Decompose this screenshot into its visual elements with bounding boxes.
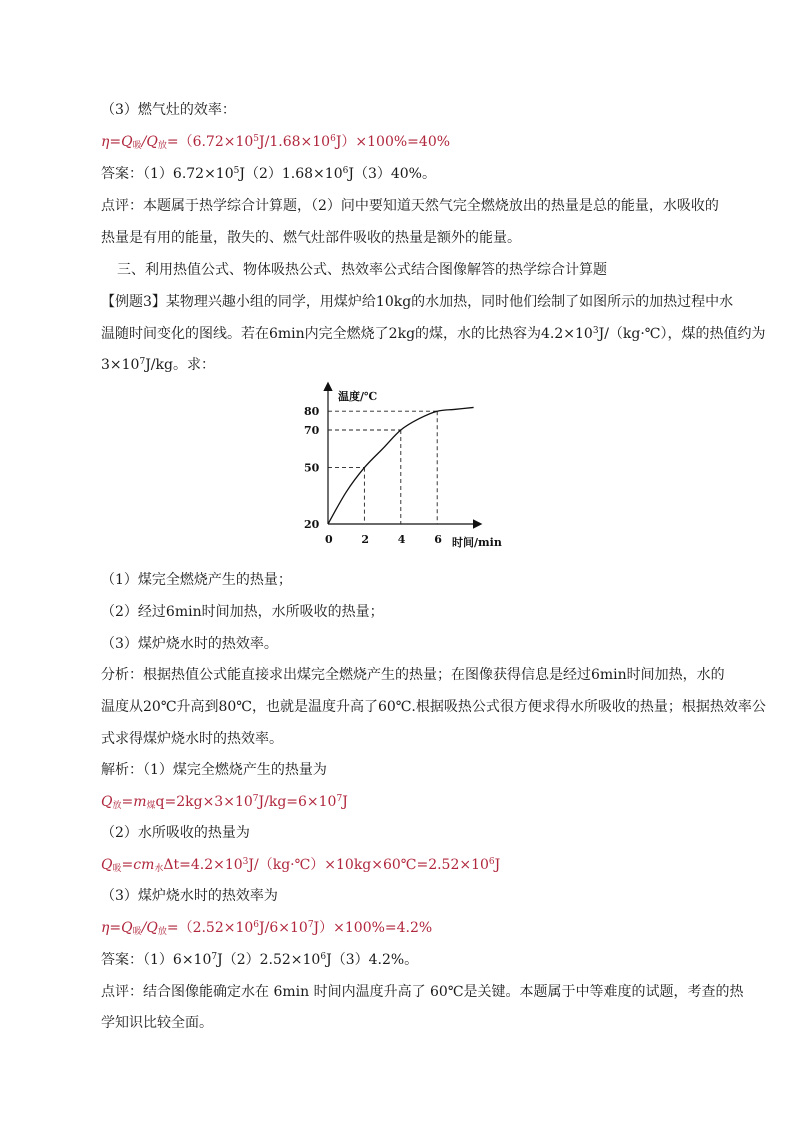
solution-formula-3: $\eta=Q_吸/Q_放=(2.52\times 10^6J/6\times 10^7J)\times 100\%=4.2\%$: [101, 920, 433, 937]
example-3-line-a: 【例题3】某物理兴趣小组的同学，用煤炉给10kg的水加热，同时他们绘制了如图所示的加热过程中水: [101, 294, 734, 310]
efficiency-heading: （3）燃气灶的效率：: [101, 102, 236, 118]
question-3: （3）煤炉烧水时的热效率。: [101, 636, 278, 652]
x-axis-label: 时间/min: [452, 536, 502, 549]
x-tick-2: 2: [361, 533, 370, 546]
comment-line-1b: 热量是有用的能量，散失的、燃气灶部件吸收的热量是额外的能量。: [101, 230, 521, 246]
temperature-time-chart: [296, 378, 508, 550]
x-tick-0: 0: [325, 533, 333, 546]
solution-step-1: 解析：（1）煤完全燃烧产生的热量为: [101, 762, 327, 778]
y-tick-80: 80: [304, 405, 320, 419]
guide-lines: [328, 411, 437, 524]
x-tick-labels: [325, 533, 442, 546]
comment-line-2b: 学知识比较全面。: [101, 1015, 213, 1031]
chart-svg: [296, 378, 508, 550]
y-tick-labels: [304, 405, 320, 531]
y-axis-label: 温度/℃: [338, 390, 378, 403]
solution-step-3: （3）煤炉烧水时的热效率为: [101, 888, 278, 904]
analysis-line-c: 式求得煤炉烧水时的热效率。: [101, 731, 283, 747]
question-2: （2）经过6min时间加热，水所吸收的热量；: [101, 604, 384, 620]
answer-line-1: 答案：$(1)6.72\times 10^5J(2)1.68\times 10^6J(3)40\%$。: [101, 166, 436, 182]
y-tick-50: 50: [304, 461, 320, 475]
section-heading-3: 三、利用热值公式、物体吸热公式、热效率公式结合图像解答的热学综合计算题: [117, 262, 607, 278]
x-tick-4: 4: [397, 533, 406, 546]
comment-line-2a: 点评：结合图像能确定水在 6min 时间内温度升高了 60℃是关键。本题属于中等难度的试题，考查的热: [101, 984, 744, 1000]
solution-step-2: （2）水所吸收的热量为: [101, 825, 250, 841]
example-3-line-b: 温随时间变化的图线。若在6min内完全燃烧了2kg的煤，水的比热容为$4.2\times 10^3J/(kg\cdot℃)$，煤的热值约为: [101, 326, 766, 342]
analysis-line-a: 分析：根据热值公式能直接求出煤完全燃烧产生的热量；在图像获得信息是经过6min时间加热，水的: [101, 667, 725, 683]
question-1: （1）煤完全燃烧产生的热量；: [101, 572, 292, 588]
example-3-line-c: $3\times 10^7J/kg$。求：: [101, 357, 215, 373]
efficiency-formula: $\eta=Q_吸/Q_放=(6.72\times 10^5J/1.68\times 10^6J)\times 100\%=40\%$: [101, 134, 451, 151]
solution-formula-1: $Q_放=m_煤q=2kg\times 3\times 10^7J/kg=6\times 10^7J$: [101, 794, 348, 811]
y-tick-20: 20: [304, 518, 320, 531]
answer-line-2: 答案：$(1)6\times 10^7J(2)2.52\times 10^6J(3)4.2\%$。: [101, 952, 419, 968]
comment-line-1a: 点评：本题属于热学综合计算题，（2）问中要知道天然气完全燃烧放出的热量是总的能量，水吸收的: [101, 198, 719, 214]
y-tick-70: 70: [304, 424, 320, 437]
x-tick-6: 6: [434, 533, 442, 546]
analysis-line-b: 温度从20℃升高到80℃，也就是温度升高了60℃.根据吸热公式很方便求得水所吸收的热量；根据热效率公: [101, 699, 766, 715]
solution-formula-2: $Q_吸=cm_水\Delta t=4.2\times 10^3J/(kg\cdot℃)\times 10kg\times 60℃=2.52\times 10^6J$: [101, 857, 501, 874]
